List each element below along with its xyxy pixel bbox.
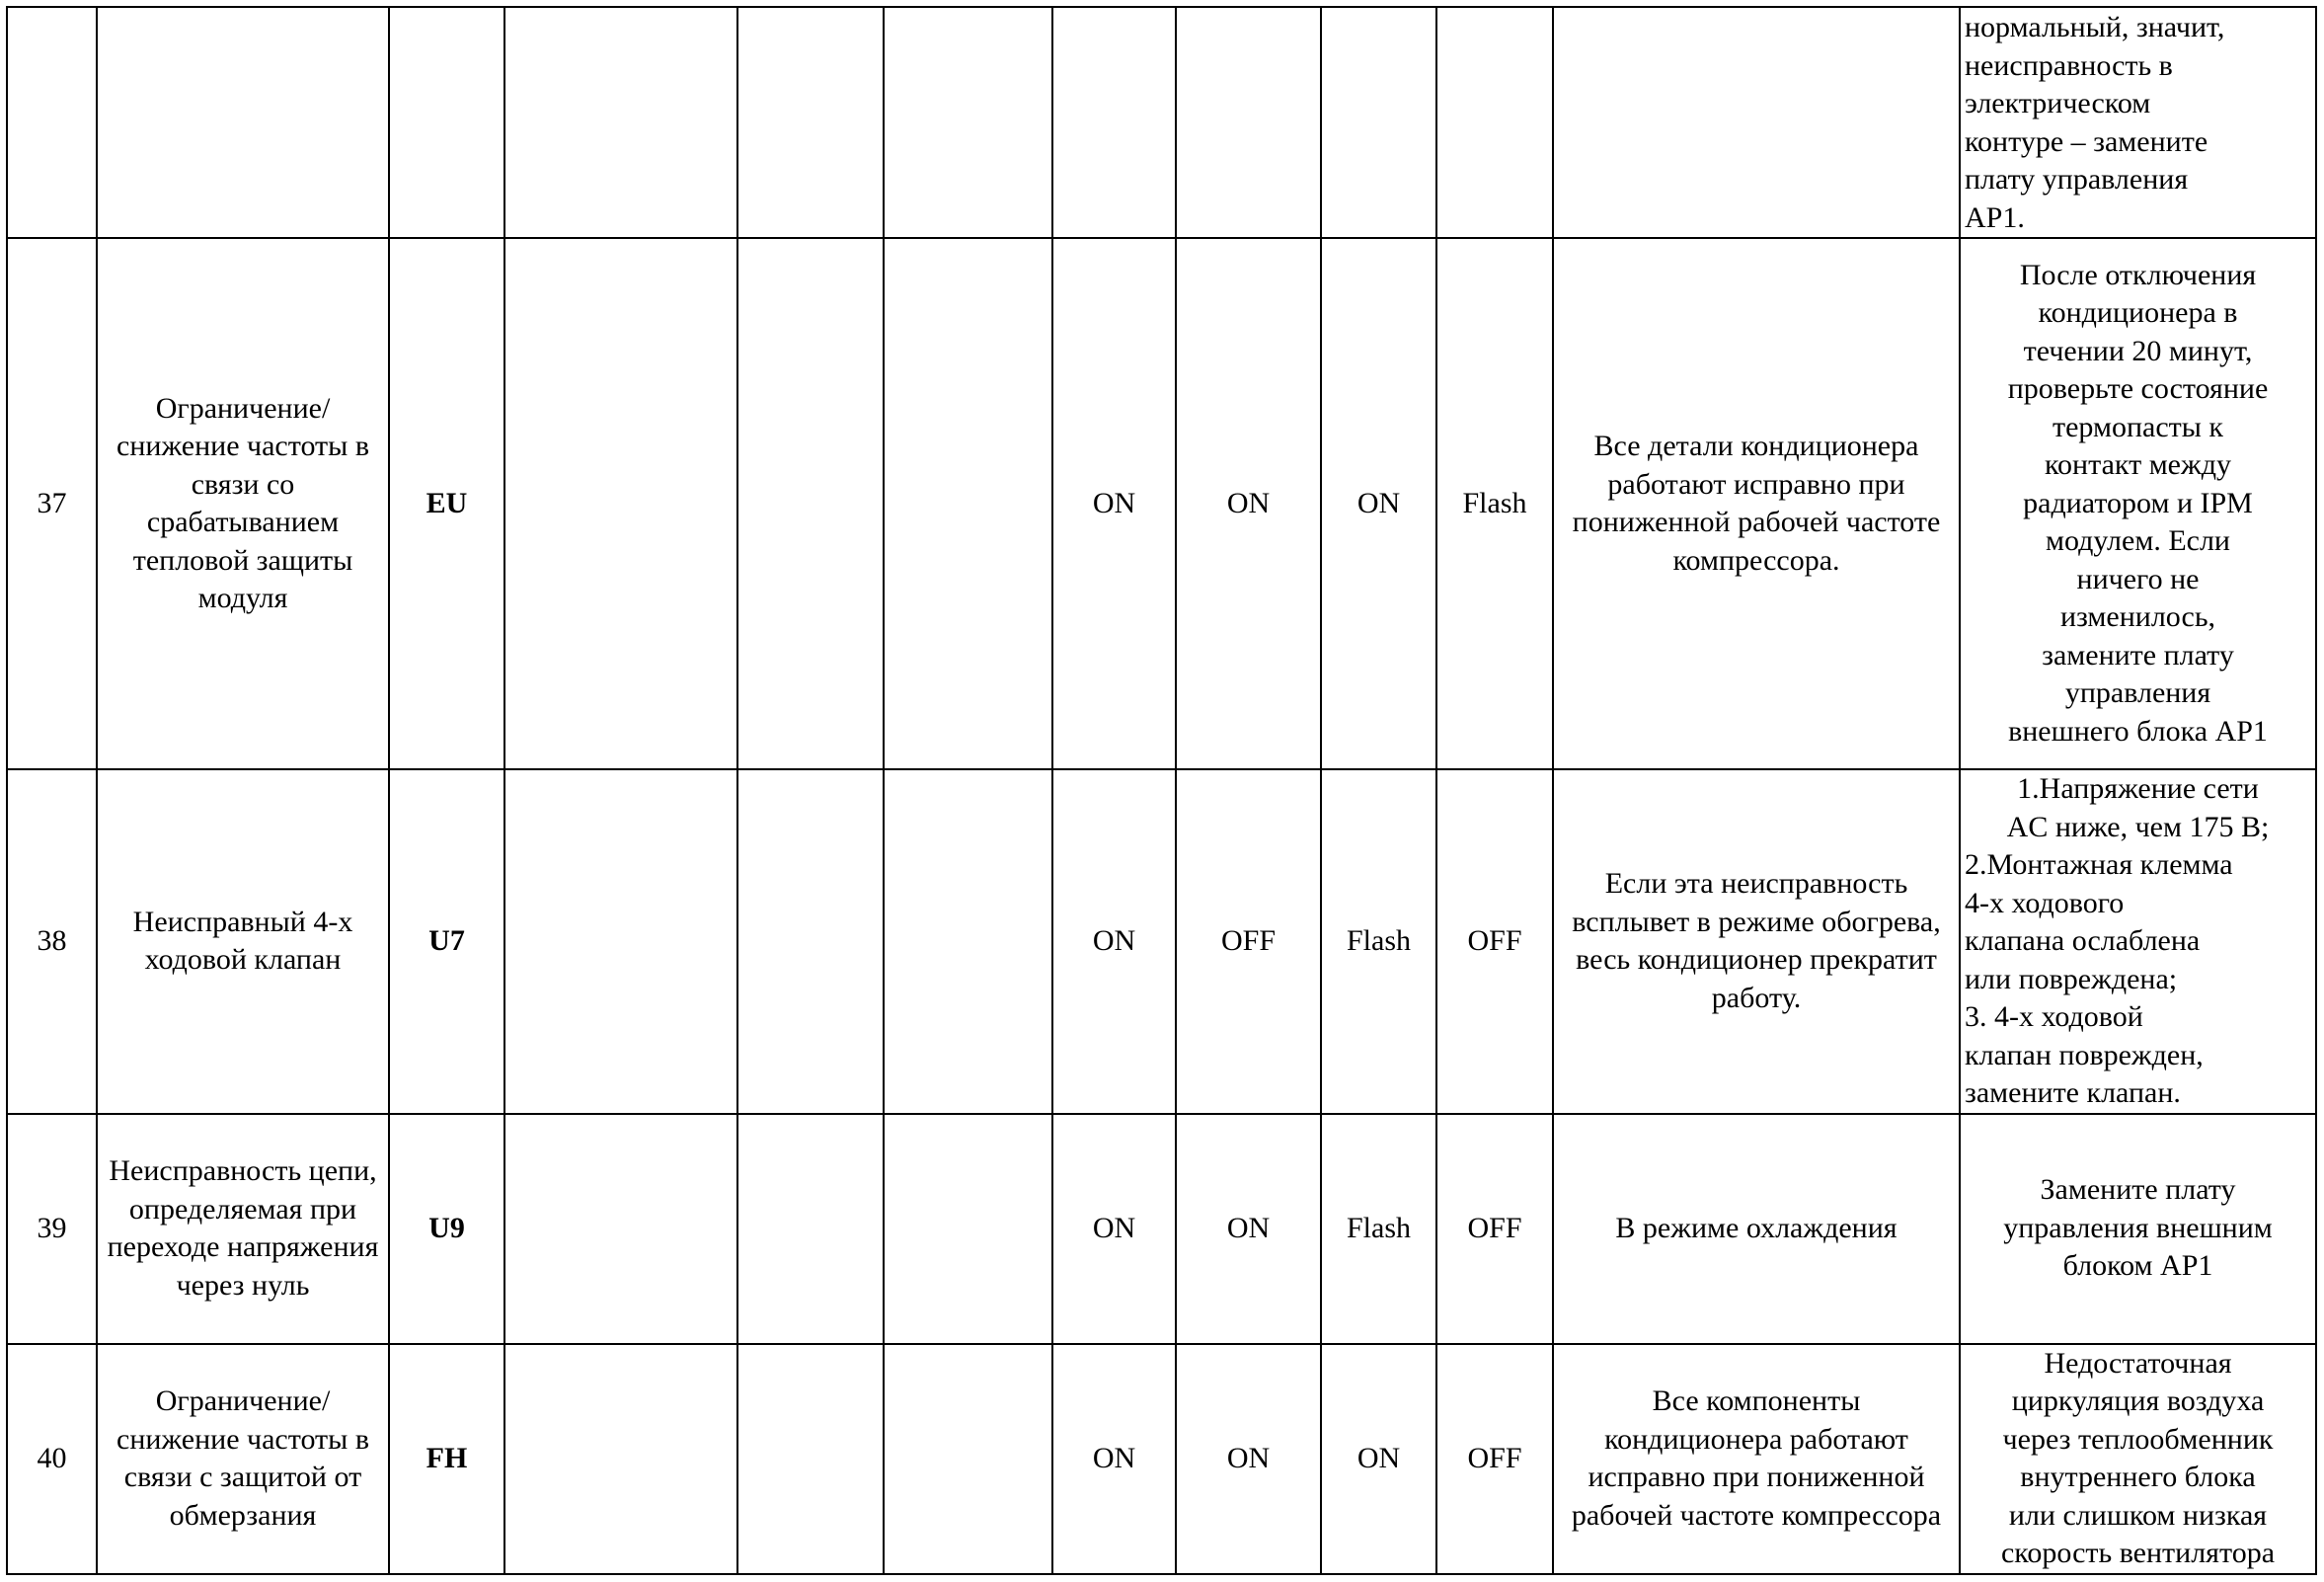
row-number: 37 [7,238,97,769]
fault-description: В режиме охлаждения [1553,1114,1960,1344]
solution-line: 1.Напряжение сети [2017,772,2259,805]
indicator-3: Flash [1321,1114,1436,1344]
solution-line: или повреждена; [1965,962,2178,995]
indicator-4: Flash [1436,238,1553,769]
solution-line: термопасты к [2053,410,2223,443]
empty-cell [737,7,884,238]
empty-cell [504,1344,737,1574]
indicator-3: ON [1321,238,1436,769]
solution-line: неисправность в [1965,48,2173,82]
empty-cell [504,7,737,238]
indicator-2: ON [1176,1344,1321,1574]
row-number: 39 [7,1114,97,1344]
fault-description: Все компоненты кондиционера работают исправно при пониженной рабочей частоте компрессора [1553,1344,1960,1574]
table-row [7,238,2316,769]
fault-name: Ограничение/снижение частоты в связи со срабатыванием тепловой защиты модуля [97,238,389,769]
indicator-2: OFF [1176,769,1321,1114]
indicator-1: ON [1052,1344,1176,1574]
solution-line: AP1. [1965,200,2025,234]
row-number: 38 [7,769,97,1114]
solution-line: электрическом [1965,87,2151,119]
solution-line: проверьте состояние [2007,372,2269,406]
fault-name: Неисправный 4-х ходовой клапан [97,769,389,1114]
solution-line: или слишком низкая [2008,1498,2268,1532]
solution-line: ничего не [2076,562,2200,595]
empty-cell [884,238,1052,769]
empty-cell [737,769,884,1114]
indicator-1 [1052,7,1176,238]
solution-line: нормальный, значит, [1965,11,2225,43]
empty-cell [884,769,1052,1114]
indicator-3: Flash [1321,769,1436,1114]
solution-cell [1960,1114,2316,1344]
indicator-3: ON [1321,1344,1436,1574]
solution-line: Замените плату [2040,1173,2236,1207]
solution-line: плату управления [1965,163,2189,196]
empty-cell [737,1114,884,1344]
solution-line: течении 20 минут, [2023,334,2253,367]
solution-line: контуре – замените [1965,124,2208,158]
table-row [7,1114,2316,1344]
fault-name [97,7,389,238]
solution-line: 3. 4-х ходовой [1965,1000,2143,1033]
solution-line: управления [2064,676,2211,710]
empty-cell [737,238,884,769]
error-code: U9 [389,1114,504,1344]
solution-line: внешнего блока AP1 [2008,714,2268,748]
solution-line: клапан поврежден, [1965,1038,2204,1071]
solution-line: 4-х ходового [1965,886,2125,919]
solution-line: 2.Монтажная клемма [1965,848,2233,881]
error-code: EU [389,238,504,769]
empty-cell [504,1114,737,1344]
indicator-3 [1321,7,1436,238]
solution-line: кондиционера в [2038,296,2238,330]
solution-line: контакт между [2045,448,2231,482]
solution-line: AC ниже, чем 175 В; [2006,810,2270,843]
indicator-2: ON [1176,238,1321,769]
table-row [7,7,2316,238]
indicator-2 [1176,7,1321,238]
solution-cell [1960,1344,2316,1574]
solution-line: скорость вентилятора [2000,1537,2276,1569]
empty-cell [884,1114,1052,1344]
solution-line: Недостаточная [2044,1346,2232,1380]
error-code: U7 [389,769,504,1114]
empty-cell [504,769,737,1114]
empty-cell [884,1344,1052,1574]
solution-cell [1960,238,2316,769]
solution-line: радиатором и IPM [2023,486,2253,519]
solution-cell [1960,7,2316,238]
empty-cell [504,238,737,769]
table-row [7,769,2316,1114]
solution-line: блоком AP1 [2062,1249,2213,1283]
fault-description: Все детали кондиционера работают исправно при пониженной рабочей частоте компрессора. [1553,238,1960,769]
empty-cell [884,7,1052,238]
table-row [7,1344,2316,1574]
error-code [389,7,504,238]
solution-line: замените клапан. [1965,1076,2181,1109]
fault-description: Если эта неисправность всплывет в режиме обогрева, весь кондиционер прекратит работу. [1553,769,1960,1114]
solution-line: управления внешним [2003,1211,2273,1244]
solution-line: замените плату [2042,638,2234,672]
row-number: 40 [7,1344,97,1574]
indicator-1: ON [1052,1114,1176,1344]
solution-line: циркуляция воздуха [2011,1384,2265,1417]
solution-line: внутреннего блока [2020,1461,2256,1493]
indicator-4: OFF [1436,1114,1553,1344]
solution-line: модулем. Если [2045,524,2230,558]
error-code-table [6,6,2317,1575]
indicator-1: ON [1052,238,1176,769]
solution-line: изменилось, [2059,600,2216,634]
solution-line: через теплообменник [2002,1422,2274,1456]
row-number [7,7,97,238]
empty-cell [737,1344,884,1574]
solution-line: клапана ослаблена [1965,924,2201,957]
fault-name: Неисправность цепи, определяемая при переходе напряжения через нуль [97,1114,389,1344]
indicator-4: OFF [1436,769,1553,1114]
error-code: FH [389,1344,504,1574]
indicator-2: ON [1176,1114,1321,1344]
indicator-4 [1436,7,1553,238]
indicator-4: OFF [1436,1344,1553,1574]
fault-description [1553,7,1960,238]
indicator-1: ON [1052,769,1176,1114]
solution-cell [1960,769,2316,1114]
solution-line: После отключения [2019,258,2257,291]
fault-name: Ограничение/снижение частоты в связи с защитой от обмерзания [97,1344,389,1574]
